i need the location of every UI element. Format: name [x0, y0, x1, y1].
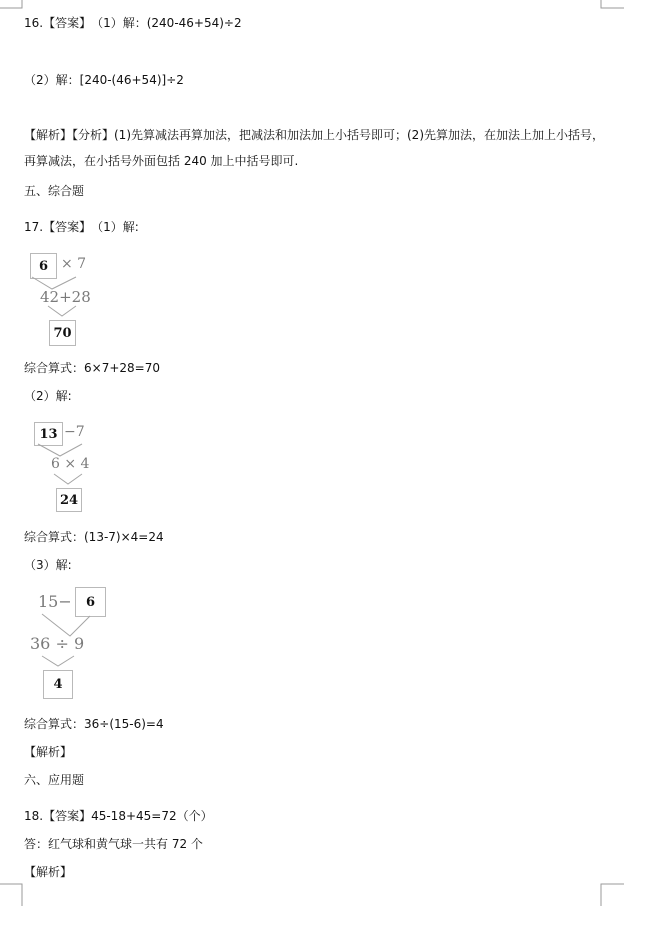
crop-mark-top-left [0, 0, 30, 12]
diagram-2-operator: −7 [64, 424, 85, 440]
q18-reply: 答：红气球和黄气球一共有 72 个 [24, 837, 203, 851]
q16-answer-line [24, 15, 242, 31]
diagram-3-arrow-bottom [36, 656, 96, 670]
q17-part2: （2）解: [24, 389, 72, 403]
diagram-2-box-top: 13 [34, 422, 63, 446]
diagram-1-middle-expression: 42+28 [40, 288, 91, 306]
q17-analysis: 【解析】 [24, 745, 73, 759]
q16-part2: （2）解：[240-(46+54)]÷2 [24, 73, 184, 87]
diagram-3-left-operand: 15− [38, 592, 72, 611]
q17-part1: （1）解: [97, 220, 139, 234]
q16-label: 16.【答案】 [24, 16, 92, 30]
q17-answer-line [24, 219, 139, 235]
diagram-3-middle-expression: 36 ÷ 9 [30, 634, 85, 653]
q18-analysis: 【解析】 [24, 865, 73, 879]
section-6-heading: 六、应用题 [24, 773, 85, 787]
diagram-1-operator: × 7 [61, 256, 87, 272]
diagram-1-box-bottom: 70 [49, 320, 76, 346]
q17-part3: （3）解: [24, 558, 72, 572]
diagram-3-box-bottom: 4 [43, 670, 73, 699]
crop-mark-top-right [600, 0, 630, 12]
q18-answer: 18.【答案】45-18+45=72（个） [24, 809, 213, 823]
q17-formula-3: 综合算式：36÷(15-6)=4 [24, 717, 164, 731]
section-5-heading: 五、综合题 [24, 184, 85, 198]
q16-part1: （1）解：(240-46+54)÷2 [97, 16, 242, 30]
diagram-2-arrow-bottom [48, 474, 108, 488]
diagram-2-box-bottom: 24 [56, 488, 82, 512]
q17-formula-1: 综合算式：6×7+28=70 [24, 361, 160, 375]
q17-label: 17.【答案】 [24, 220, 92, 234]
crop-mark-bottom-right [600, 880, 630, 910]
crop-mark-bottom-left [0, 880, 30, 910]
diagram-1-arrow-bottom [40, 306, 100, 320]
diagram-3-box-top: 6 [75, 587, 106, 617]
diagram-1-box-top: 6 [30, 253, 57, 279]
q16-analysis: 【解析】【分析】(1)先算减法再算加法，把减法和加法加上小括号即可；(2)先算加法，在加法上加上小括号，再算减法，在小括号外面包括 240 加上中括号即可. [24, 128, 605, 168]
q17-formula-2: 综合算式：(13-7)×4=24 [24, 530, 164, 544]
diagram-2-middle-expression: 6 × 4 [51, 456, 90, 472]
